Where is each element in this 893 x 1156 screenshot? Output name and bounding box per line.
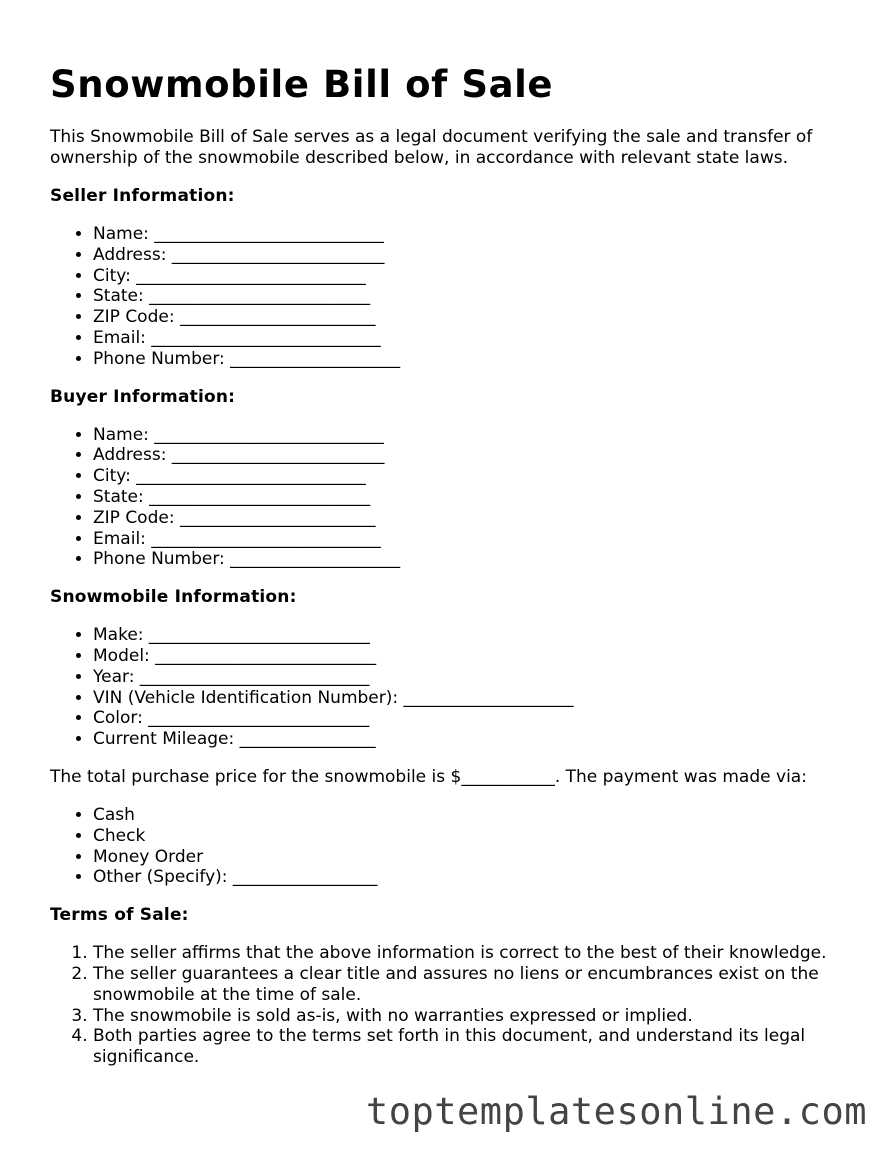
snowmobile-heading: Snowmobile Information:	[50, 587, 297, 608]
document-page	[50, 0, 880, 1068]
watermark-text: toptemplatesonline.com	[365, 1090, 867, 1133]
payment-method-money-order: • Money Order	[93, 847, 880, 868]
seller-address-field: • Address: _________________________	[93, 245, 880, 266]
buyer-name-field: • Name: ___________________________	[93, 425, 880, 446]
intro-paragraph: This Snowmobile Bill of Sale serves as a legal document verifying the sale and transfer of ownership of the snowmobile described below, in accordance with relevant state laws.	[50, 127, 813, 168]
purchase-price-paragraph: The total purchase price for the snowmobile is $___________. The payment was made via:	[50, 766, 807, 787]
seller-zip-field: • ZIP Code: _______________________	[93, 307, 880, 328]
buyer-state-field: • State: __________________________	[93, 487, 880, 508]
terms-item: 3. The snowmobile is sold as-is, with no warranties expressed or implied.	[93, 1006, 880, 1027]
seller-name-field: • Name: ___________________________	[93, 224, 880, 245]
snowmobile-year-field: • Year: ___________________________	[93, 667, 880, 688]
payment-method-list	[50, 805, 880, 888]
buyer-heading: Buyer Information:	[50, 386, 236, 407]
snowmobile-make-field: • Make: __________________________	[93, 625, 880, 646]
buyer-list	[50, 425, 880, 571]
terms-item: 2. The seller guarantees a clear title and assures no liens or encumbrances exist on the snowmobile at the time of sale.	[93, 964, 880, 1006]
seller-list	[50, 224, 880, 370]
terms-item: 4. Both parties agree to the terms set forth in this document, and understand its legal significance.	[93, 1026, 880, 1068]
terms-heading: Terms of Sale:	[50, 905, 189, 926]
snowmobile-model-field: • Model: __________________________	[93, 646, 880, 667]
payment-method-cash: • Cash	[93, 805, 880, 826]
seller-email-field: • Email: ___________________________	[93, 328, 880, 349]
seller-phone-field: • Phone Number: ____________________	[93, 349, 880, 370]
seller-heading: Seller Information:	[50, 186, 235, 206]
seller-state-field: • State: __________________________	[93, 286, 880, 307]
snowmobile-list	[50, 625, 880, 750]
snowmobile-vin-field: • VIN (Vehicle Identification Number): ____________________	[93, 688, 880, 709]
seller-city-field: • City: ___________________________	[93, 266, 880, 287]
snowmobile-color-field: • Color: __________________________	[93, 708, 880, 729]
buyer-address-field: • Address: _________________________	[93, 445, 880, 466]
payment-method-other: • Other (Specify): _________________	[93, 867, 880, 888]
buyer-zip-field: • ZIP Code: _______________________	[93, 508, 880, 529]
snowmobile-mileage-field: • Current Mileage: ________________	[93, 729, 880, 750]
buyer-email-field: • Email: ___________________________	[93, 529, 880, 550]
page-title: Snowmobile Bill of Sale	[50, 63, 554, 106]
buyer-city-field: • City: ___________________________	[93, 466, 880, 487]
terms-item: 1. The seller affirms that the above information is correct to the best of their knowledge.	[93, 943, 880, 964]
terms-list	[50, 943, 880, 1068]
buyer-phone-field: • Phone Number: ____________________	[93, 549, 880, 570]
payment-method-check: • Check	[93, 826, 880, 847]
